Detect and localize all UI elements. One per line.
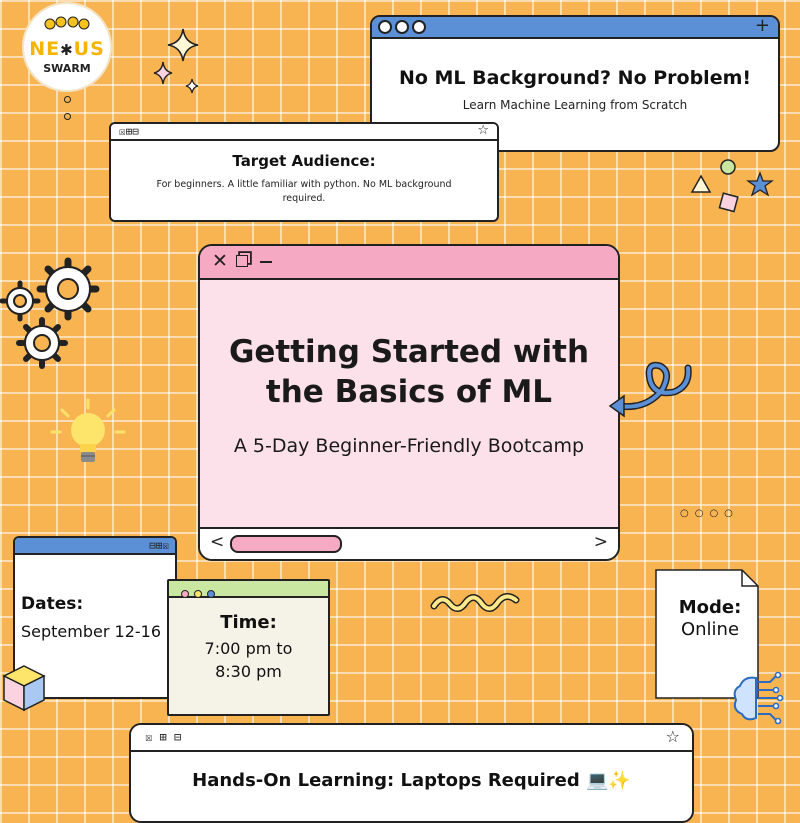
triangle-icon [690, 174, 712, 194]
card-laptops [129, 723, 694, 823]
circle-icon[interactable] [207, 590, 215, 598]
card-title: Target Audience: [232, 152, 376, 170]
minimize-box-icon[interactable]: ⊟ [149, 539, 156, 552]
star-icon[interactable]: ☆ [665, 727, 680, 746]
dot-decoration [64, 113, 71, 120]
square-shape-icon [716, 190, 742, 216]
window-titlebar [15, 538, 175, 555]
logo-bee-x-icon: ✱ [60, 41, 74, 59]
logo-wordmark: NE✱US [29, 38, 105, 60]
card-title: Hands-On Learning: Laptops Required 💻✨ [192, 770, 631, 791]
close-box-icon[interactable]: ☒ [119, 125, 126, 138]
curly-arrow-icon [606, 354, 698, 422]
scroll-left-button[interactable]: < [210, 532, 225, 552]
window-controls [149, 539, 169, 552]
dot-decoration [64, 96, 71, 103]
circle-icon[interactable] [395, 20, 409, 34]
circle-shape-icon [719, 158, 737, 176]
window-titlebar [169, 581, 328, 598]
logo-subtext: SWARM [43, 62, 91, 75]
star-shape-icon [746, 171, 774, 197]
logo-bee-icons [44, 16, 90, 32]
card-subtitle: Learn Machine Learning from Scratch [462, 98, 688, 112]
close-box-icon[interactable]: ☒ [145, 730, 153, 744]
dates-value: September 12-16 [21, 622, 162, 641]
maximize-box-icon[interactable]: ⊞ [159, 730, 167, 744]
dates-label: Dates: [21, 594, 84, 614]
dots-decoration: ○○○○ [680, 508, 739, 519]
window-titlebar [372, 17, 778, 39]
window-controls [119, 125, 139, 138]
time-label: Time: [220, 612, 277, 633]
brain-circuit-icon [730, 670, 786, 726]
lightbulb-icon [50, 398, 126, 470]
main-title: Getting Started with the Basics of ML [228, 334, 590, 410]
main-subtitle: A 5-Day Beginner-Friendly Bootcamp [233, 435, 585, 457]
window-dots [378, 19, 429, 38]
time-value: 7:00 pm to 8:30 pm [204, 639, 293, 681]
maximize-box-icon[interactable]: ⊞ [125, 125, 133, 138]
mode-label: Mode: [678, 597, 742, 618]
card-title: No ML Background? No Problem! [398, 67, 752, 89]
minimize-box-icon[interactable]: ⊟ [132, 125, 139, 138]
card-body: For beginners. A little familiar with python. No ML background required. [156, 179, 452, 204]
window-titlebar [111, 124, 497, 141]
nexus-swarm-logo [22, 2, 112, 92]
window-controls [145, 730, 181, 744]
mode-value: Online [680, 619, 740, 640]
squiggle-icon [430, 590, 520, 616]
star-icon[interactable]: ☆ [477, 123, 489, 138]
plus-icon[interactable]: + [754, 15, 770, 36]
card-time [167, 579, 330, 716]
circle-icon[interactable] [194, 590, 202, 598]
main-card [198, 244, 620, 561]
maximize-box-icon[interactable]: ⊞ [155, 539, 163, 552]
circle-icon[interactable] [378, 20, 392, 34]
sparkle-tiny-icon [185, 78, 199, 94]
minimize-box-icon[interactable]: ⊟ [173, 730, 182, 744]
close-icon[interactable]: ✕ [212, 250, 228, 272]
sparkle-small-icon [152, 60, 174, 86]
window-titlebar [200, 246, 618, 280]
card-target-audience [109, 122, 499, 222]
close-box-icon[interactable]: ☒ [162, 539, 169, 552]
scroll-right-button[interactable]: > [593, 532, 608, 552]
gears-icon [0, 255, 104, 369]
circle-icon[interactable] [412, 20, 426, 34]
circle-icon[interactable] [181, 590, 189, 598]
scroll-thumb[interactable] [230, 535, 342, 553]
minimize-icon[interactable] [260, 261, 272, 263]
window-dots [181, 583, 215, 602]
restore-icon[interactable] [236, 255, 248, 267]
window-titlebar [131, 725, 692, 752]
sparkle-icon [166, 27, 200, 63]
cube-icon [2, 664, 46, 714]
window-scrollbar [200, 527, 618, 559]
